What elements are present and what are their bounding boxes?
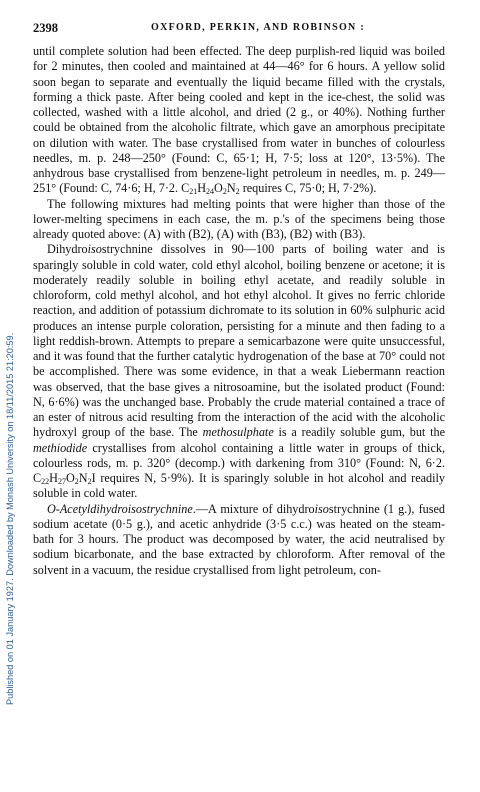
f2-el-n: N [78,471,88,485]
p3-text-5: is a readily soluble gum, but the [273,425,445,440]
paragraph-3 [33,242,445,501]
p3-text-8: requires N, 5·9%). It is sparingly soluble in hot alcohol and readily soluble in cold water. [33,471,445,501]
p3-text-1: Dihydro [47,242,88,257]
p3-methosulphate-italic: methosulphate [202,425,274,440]
f2-sub-c: 22 [41,477,50,486]
heading-part-1: O-Acetyldihydro [47,501,128,516]
f1-el-c: C [181,181,190,196]
formula-c21h24o2n2 [181,181,240,195]
f1-sub-c: 21 [189,187,198,197]
article-body [33,44,445,578]
f2-el-o: O [65,471,75,485]
f2-el-i: I [91,471,96,485]
running-head: OXFORD, PERKIN, AND ROBINSON : [151,22,366,33]
f1-sub-n: 2 [235,187,240,197]
section-heading-acetyl [47,502,193,516]
heading-part-2: iso [127,501,142,516]
p1-text: until complete solution had been effected. The deep purplish-red liquid was boiled for 2 minutes, then cooled and maintained at 44—46° for 6 hours. A yellow solid soon began to separate and eventually the liquid became filled with the crystals, forming a thick paste. After being cooled and kept in the ice-chest, the solid was collected, washed with a little alcohol, and dried (2 g., or 40%). Nothing further could be obtained from the alcoholic filtrate, which gave an amorphous precipitate on dilution with water. The base crystallised from water in bunches of colourless needles, m. p. 248—250° (Found: C, 65·1; H, 7·5; loss at 120°, 13·5%). The anhydrous base crystallised from benzene-light petroleum in needles, m. p. 249—251° (Found: C, 74·6; H, 7·2. [33,44,445,196]
page-header [33,21,445,37]
f2-sub-n: 2 [87,477,92,486]
heading-part-3: strychnine [142,501,193,516]
f2-sub-o: 2 [74,477,79,486]
p3-iso-italic: iso [87,242,102,257]
f2-el-h: H [49,471,58,485]
download-notice-text: Published on 01 January 1927. Downloaded by Monash University on 18/11/2015 21:20:59. [5,332,15,705]
f1-el-o: O [214,181,223,196]
p4-text-6: strychnine (1 g.), fused sodium acetate (0·5 g.), and acetic anhydride (3·5 c.c.) was heated on the steam-bath for 3 hours. The product was decomposed by water, the acid neutralised by sodium bicarbonate, and the base extracted by chloroform. After removal of the solvent in a vacuum, the residue crystallised from light petroleum, con- [33,501,445,577]
f2-sub-h: 27 [57,477,66,486]
f1-sub-o: 2 [222,187,227,197]
f1-el-n: N [226,181,236,196]
f1-sub-h: 24 [206,187,215,197]
p3-methiodide-italic: methiodide [33,440,88,455]
p3-text-7: crystallises from alcohol containing a little water in groups of thick, colourless rods, m. p. 320° (decomp.) with darkening from 310° (Found: N, 6·2. [33,440,445,470]
p3-text-3: strychnine dissolves in 90—100 parts of boiling water and is sparingly soluble in cold water, cold ethyl alcohol, boiling benzene or acetone; it is moderately readily soluble in boiling ethyl acetate, and readily soluble in chloroform, cold methyl alcohol, and hot ethyl alcohol. It gives no ferric chloride reaction, and addition of potassium dichromate to its solution in 60% sulphuric acid produces an intense purple coloration, persisting for a minute and then fading to a light reddish-brown. Attempts to prepare a semicarbazone were quite unsuccessful, and it was found that the further catalytic hydrogenation of the base at 70° could not be accomplished. There was some evidence, in that a weak Liebermann reaction was observed, that the base gives a nitrosoamine, but the isolated product (Found: N, 6·6%) was the unchanged base. Probably the crude material contained a trace of an ester of nitrous acid resulting from the interaction of the acid with the alcoholic hydroxyl group of the base. The [33,242,445,440]
p4-iso-italic: iso [314,501,329,516]
f2-el-c: C [33,471,42,485]
download-notice-sidebar [3,55,17,705]
p4-text-4: .—A mixture of dihydro [192,501,315,516]
paragraph-4 [33,502,445,578]
page-number: 2398 [33,21,58,35]
f1-el-h: H [197,181,207,196]
paragraph-2: The following mixtures had melting points that were higher than those of the lower-melting specimens in each case, the m. p.'s of the specimens being those already quoted above: (A) with (B2), (A) with (B3), (B2) with (B3). [33,196,445,241]
p1-text-end: requires C, 75·0; H, 7·2%). [239,181,377,196]
formula-c22h27o2n2i [33,471,96,485]
paragraph-1 [33,44,445,197]
